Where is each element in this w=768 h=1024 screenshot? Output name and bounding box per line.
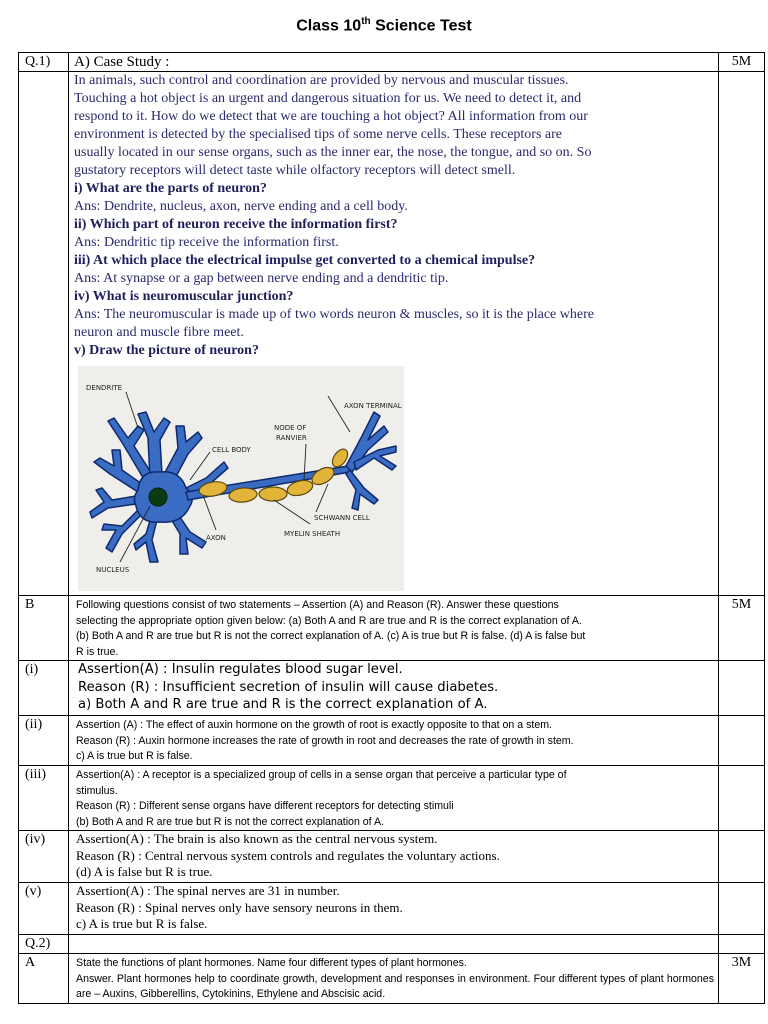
assertion-item: Assertion(A) : Insulin regulates blood sugar level. Reason (R) : Insufficient secretion of insulin will cause diabetes. a) Both A and R are true and R is the correct explanation of A. (69, 661, 719, 716)
neuron-diagram (78, 366, 404, 591)
q1-body-row (19, 72, 765, 596)
q2-part-a-row (19, 954, 765, 1004)
item-number: (ii) (19, 716, 69, 766)
answer-text: Ans: Dendrite, nucleus, axon, nerve ending and a cell body. (74, 199, 408, 214)
label-nucleus: NUCLEUS (96, 566, 130, 574)
label-node-of-ranvier-2: RANVIER (276, 434, 307, 442)
assertion-item: Assertion(A) : The spinal nerves are 31 in number. Reason (R) : Spinal nerves only have sensory neurons in them. c) A is true but R is false. (69, 883, 719, 935)
section-b-instructions: Following questions consist of two statements – Assertion (A) and Reason (R). Answer these questions selecting the appropriate option given below: (a) Both A and R are true and R is the correct explanation of A. (b) Both A and R are true but R is not the correct explanation of A. (c) A is true but R is false. (d) A is false but R is true. (69, 596, 719, 661)
label-schwann-cell: SCHWANN CELL (314, 514, 370, 522)
neuron-drawing (78, 366, 404, 591)
q1-heading-row (19, 53, 765, 72)
q2-question: State the functions of plant hormones. Name four different types of plant hormones. (76, 957, 467, 969)
assertion-item-row (19, 831, 765, 883)
answer-text: Ans: At synapse or a gap between nerve ending and a dendritic tip. (74, 271, 449, 286)
assertion-item-row (19, 661, 765, 716)
section-b-marks: 5M (719, 596, 765, 661)
item-number: (i) (19, 661, 69, 716)
question-text: ii) Which part of neuron receive the information first? (74, 217, 398, 232)
q2-part-a-number: A (19, 954, 69, 1004)
assertion-item-row (19, 716, 765, 766)
case-study-body (69, 72, 719, 596)
assertion-item: Assertion(A) : The brain is also known as the central nervous system. Reason (R) : Central nervous system controls and regulates the voluntary actions. (d) A is false but R is true. (69, 831, 719, 883)
q2-part-a-body (69, 954, 719, 1004)
question-text: v) Draw the picture of neuron? (74, 343, 259, 358)
answer-text: neuron and muscle fibre meet. (74, 325, 244, 340)
q1-number: Q.1) (19, 53, 69, 72)
q2-part-a-marks: 3M (719, 954, 765, 1004)
item-number: (iii) (19, 766, 69, 831)
assertion-item-row (19, 766, 765, 831)
page-title: Class 10th Science Test (296, 16, 472, 35)
assertion-item-row (19, 883, 765, 935)
q2-heading-row (19, 935, 765, 954)
nucleus-shape (149, 488, 167, 506)
label-axon: AXON (206, 534, 226, 542)
question-text: iii) At which place the electrical impulse get converted to a chemical impulse? (74, 253, 536, 268)
label-node-of-ranvier-1: NODE OF (274, 424, 307, 432)
q2-number: Q.2) (19, 935, 69, 954)
q2-answer: Answer. Plant hormones help to coordinate growth, development and responses in environment. Four different types of plant hormones are – Auxins, Gibberellins, Cytokinins, Ethylene and Abscisic acid. (76, 972, 714, 1000)
question-text: iv) What is neuromuscular junction? (74, 289, 294, 304)
label-cell-body: CELL BODY (212, 446, 251, 454)
assertion-item: Assertion (A) : The effect of auxin hormone on the growth of root is exactly opposite to that on a stem. Reason (R) : Auxin hormone increases the rate of growth in root and decreases the rate of growth in stem. c) A is true but R is false. (69, 716, 719, 766)
section-b-number: B (19, 596, 69, 661)
item-number: (v) (19, 883, 69, 935)
answer-text: Ans: The neuromuscular is made up of two words neuron & muscles, so it is the place where (74, 307, 594, 322)
label-dendrite: DENDRITE (86, 384, 123, 392)
test-table (18, 52, 765, 1004)
q1-marks: 5M (719, 53, 765, 72)
q1-heading: A) Case Study : (69, 53, 719, 72)
assertion-item: Assertion(A) : A receptor is a specialized group of cells in a sense organ that perceive a particular type of stimulus. Reason (R) : Different sense organs have different receptors for detecting stimuli (b) Both A and R are true but R is not the correct explanation of A. (69, 766, 719, 831)
item-number: (iv) (19, 831, 69, 883)
label-axon-terminal: AXON TERMINAL (344, 402, 402, 410)
label-myelin-sheath: MYELIN SHEATH (284, 530, 341, 538)
myelin-segment (259, 487, 287, 501)
section-b-row (19, 596, 765, 661)
question-text: i) What are the parts of neuron? (74, 181, 267, 196)
answer-text: Ans: Dendritic tip receive the information first. (74, 235, 339, 250)
case-study-passage: In animals, such control and coordination are provided by nervous and muscular tissues. Touching a hot object is an urgent and dangerous situation for us. We need to detect it, and respond to it. How do we detect that we are touching a hot object? All information from our environment is detected by the specialised tips of some nerve cells. These receptors are usually located in our sense organs, such as the inner ear, the nose, the tongue, and so on. So gustatory receptors will detect taste while olfactory receptors will detect smell. (74, 73, 592, 178)
